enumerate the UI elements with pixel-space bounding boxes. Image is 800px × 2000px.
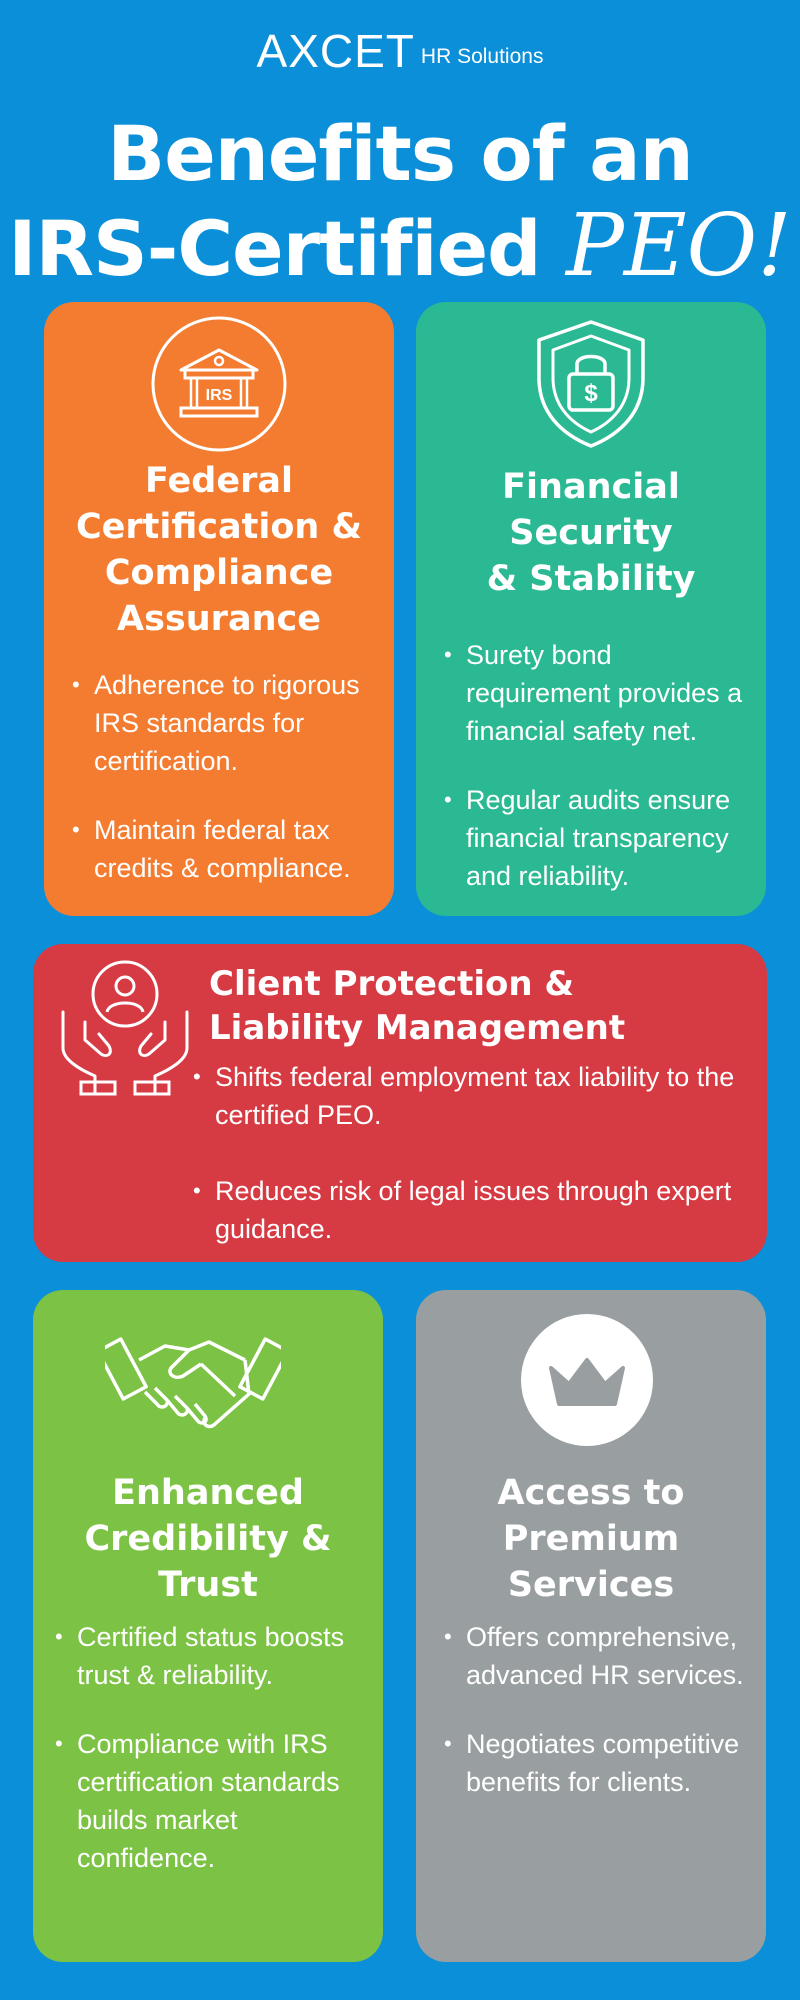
title-line-2-text: IRS-Certified bbox=[8, 204, 541, 293]
crown-icon bbox=[519, 1312, 655, 1452]
list-item: • Surety bond requirement provides a financial safety net. bbox=[442, 636, 762, 750]
list-item: • Adherence to rigorous IRS standards for certification. bbox=[70, 666, 390, 780]
logo-brand: AXCET bbox=[256, 25, 415, 77]
card-title-line: Financial bbox=[502, 467, 680, 507]
logo-subtitle: HR Solutions bbox=[420, 45, 544, 68]
list-item: • Shifts federal employment tax liability to the certified PEO. bbox=[191, 1058, 751, 1134]
shield-lock-icon bbox=[529, 316, 653, 456]
page-title bbox=[0, 108, 800, 295]
card-title-line: Enhanced bbox=[112, 1473, 304, 1513]
list-item: • Offers comprehensive, advanced HR services. bbox=[442, 1618, 762, 1694]
irs-icon-text: IRS bbox=[205, 387, 233, 404]
list-item: • Maintain federal tax credits & compliance. bbox=[70, 811, 390, 887]
card-premium-services bbox=[416, 1290, 766, 1962]
list-item: • Compliance with IRS certification standards builds market confidence. bbox=[53, 1725, 373, 1877]
title-script-peo: PEO! bbox=[566, 196, 792, 296]
handshake-icon bbox=[105, 1320, 281, 1442]
bullet-list bbox=[442, 1618, 762, 1832]
card-title bbox=[416, 1470, 766, 1608]
card-title bbox=[209, 962, 749, 1050]
card-title-line: Liability Management bbox=[209, 1008, 626, 1048]
dollar-icon-text: $ bbox=[584, 380, 598, 407]
card-title-line: Assurance bbox=[117, 599, 321, 639]
bullet-list bbox=[53, 1618, 373, 1908]
card-title bbox=[33, 1470, 383, 1608]
card-title-line: Certification & bbox=[75, 507, 363, 547]
card-title-line: Premium bbox=[502, 1519, 680, 1559]
card-title-line: Credibility & bbox=[84, 1519, 332, 1559]
card-enhanced-credibility bbox=[33, 1290, 383, 1962]
bullet-list bbox=[442, 636, 762, 926]
card-federal-certification bbox=[44, 302, 394, 916]
card-title-line: Security bbox=[509, 513, 673, 553]
card-title-line: Federal bbox=[145, 461, 293, 501]
hands-person-icon bbox=[55, 956, 195, 1100]
bullet-list bbox=[70, 666, 390, 918]
company-logo bbox=[0, 25, 800, 77]
title-line-1: Benefits of an bbox=[107, 109, 693, 198]
card-title bbox=[44, 458, 394, 642]
card-title-line: Access to bbox=[497, 1473, 685, 1513]
bullet-list bbox=[191, 1058, 751, 1286]
list-item: • Regular audits ensure financial transparency and reliability. bbox=[442, 781, 762, 895]
list-item: • Negotiates competitive benefits for clients. bbox=[442, 1725, 762, 1801]
card-financial-security bbox=[416, 302, 766, 916]
title-line-2 bbox=[0, 196, 800, 296]
card-title-line: & Stability bbox=[486, 559, 696, 599]
list-item: • Reduces risk of legal issues through expert guidance. bbox=[191, 1172, 751, 1248]
irs-building-icon bbox=[151, 316, 287, 456]
card-client-protection bbox=[33, 944, 767, 1262]
card-title bbox=[416, 464, 766, 602]
card-title-line: Trust bbox=[158, 1565, 258, 1605]
list-item: • Certified status boosts trust & reliability. bbox=[53, 1618, 373, 1694]
card-title-line: Compliance bbox=[104, 553, 334, 593]
card-title-line: Services bbox=[507, 1565, 675, 1605]
card-title-line: Client Protection & bbox=[209, 964, 575, 1004]
